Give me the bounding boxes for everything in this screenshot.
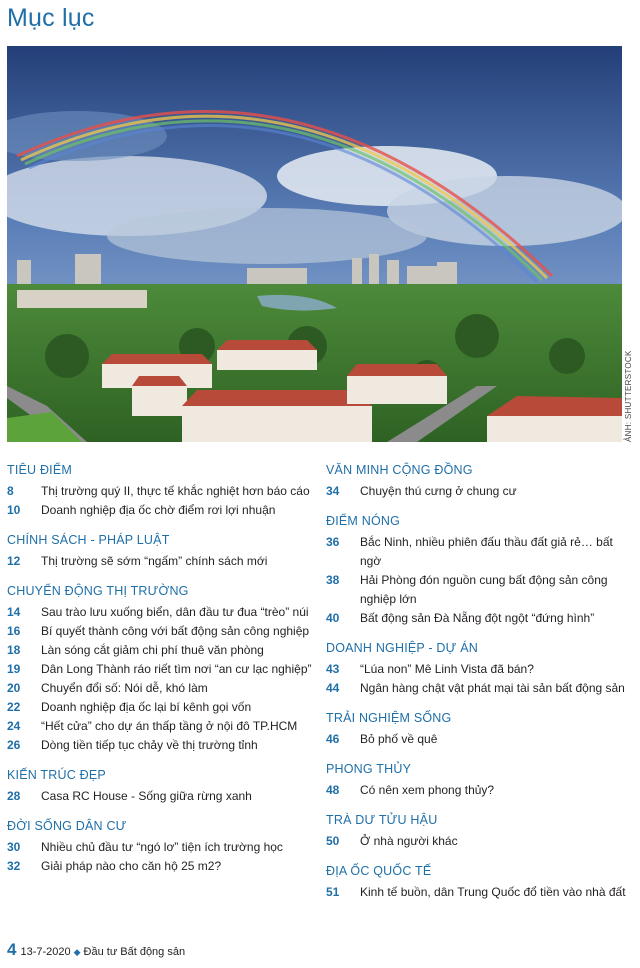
toc-entry[interactable]	[326, 571, 636, 609]
entry-page-number: 10	[7, 503, 21, 517]
hero-photo	[7, 46, 622, 442]
toc-entry[interactable]	[7, 736, 312, 755]
toc-entry[interactable]	[326, 832, 636, 851]
toc-entry[interactable]	[7, 501, 312, 520]
toc-entry[interactable]	[326, 482, 636, 501]
toc-entry[interactable]	[326, 781, 636, 800]
toc-entry[interactable]	[7, 857, 312, 876]
entry-title: Doanh nghiệp địa ốc lại bí kênh gọi vốn	[41, 700, 252, 714]
entry-page-number: 50	[326, 834, 340, 848]
entry-page-number: 44	[326, 681, 340, 695]
section-title: CHÍNH SÁCH - PHÁP LUẬT	[7, 533, 170, 547]
entry-title: Bí quyết thành công với bất động sản công nghiệp	[41, 624, 310, 638]
toc-entry[interactable]	[7, 698, 312, 717]
toc-entry[interactable]	[326, 660, 636, 679]
entry-page-number: 16	[7, 624, 21, 638]
entry-title: Sau trào lưu xuống biển, dân đầu tư đua “trèo” núi	[41, 605, 309, 619]
toc-entry[interactable]	[7, 552, 312, 571]
toc-entry[interactable]	[7, 787, 312, 806]
entry-title: Ở nhà người khác	[360, 834, 458, 848]
entry-title: Ngân hàng chật vật phát mại tài sản bất động sản	[360, 681, 625, 695]
entry-page-number: 36	[326, 535, 340, 549]
section-title: PHONG THỦY	[326, 762, 412, 776]
entry-title: Casa RC House - Sống giữa rừng xanh	[41, 789, 252, 803]
entry-page-number: 22	[7, 700, 21, 714]
section-title: TIÊU ĐIỂM	[7, 463, 72, 477]
toc-left-column	[7, 462, 312, 888]
page-title: Mục lục	[7, 4, 95, 32]
toc-right-column	[326, 462, 636, 914]
entry-title: Bỏ phố về quê	[360, 732, 438, 746]
photo-credit: ẢNH: SHUTTERSTOCK	[624, 350, 633, 442]
section-title: DOANH NGHIỆP - DỰ ÁN	[326, 641, 478, 655]
toc-entry[interactable]	[7, 482, 312, 501]
entry-page-number: 8	[7, 484, 14, 498]
entry-title: Kinh tế buồn, dân Trung Quốc đổ tiền vào nhà đất	[360, 885, 626, 899]
footer-page-number: 4	[7, 940, 17, 959]
toc-entry[interactable]	[7, 838, 312, 857]
toc-entry[interactable]	[326, 609, 636, 628]
section-title: KIẾN TRÚC ĐẸP	[7, 768, 106, 782]
toc-section	[326, 812, 636, 851]
entry-title: Bắc Ninh, nhiều phiên đấu thầu đất giả rẻ… bất ngờ	[360, 535, 613, 568]
toc-entry[interactable]	[7, 603, 312, 622]
toc-section	[7, 462, 312, 520]
entry-title: Có nên xem phong thủy?	[360, 783, 495, 797]
entry-page-number: 40	[326, 611, 340, 625]
entry-title: Dân Long Thành ráo riết tìm nơi “an cư lạc nghiệp”	[41, 662, 312, 676]
section-title: ĐỜI SỐNG DÂN CƯ	[7, 819, 127, 833]
toc-section	[326, 462, 636, 501]
entry-page-number: 18	[7, 643, 21, 657]
toc-entry[interactable]	[7, 641, 312, 660]
section-title: ĐIỂM NÓNG	[326, 514, 401, 528]
entry-title: Chuyện thú cưng ở chung cư	[360, 484, 517, 498]
entry-page-number: 34	[326, 484, 340, 498]
toc-entry[interactable]	[326, 679, 636, 698]
entry-page-number: 14	[7, 605, 21, 619]
toc-section	[326, 640, 636, 698]
entry-page-number: 26	[7, 738, 21, 752]
entry-title: Nhiều chủ đầu tư “ngó lơ” tiện ích trường học	[41, 840, 283, 854]
entry-title: Doanh nghiệp địa ốc chờ điểm rơi lợi nhuận	[41, 503, 276, 517]
toc-entry[interactable]	[7, 717, 312, 736]
diamond-icon: ◆	[73, 947, 81, 957]
hero-illustration	[7, 46, 622, 442]
toc-entry[interactable]	[7, 660, 312, 679]
entry-page-number: 24	[7, 719, 21, 733]
entry-title: Làn sóng cắt giảm chi phí thuê văn phòng	[41, 643, 264, 657]
toc-section	[7, 818, 312, 876]
section-title: VĂN MINH CỘNG ĐỒNG	[326, 463, 473, 477]
entry-title: Chuyển đổi số: Nói dễ, khó làm	[41, 681, 208, 695]
toc-section	[326, 761, 636, 800]
toc-section	[7, 583, 312, 755]
section-title: TRÀ DƯ TỬU HẬU	[326, 813, 438, 827]
toc-section	[326, 513, 636, 628]
toc-entry[interactable]	[326, 533, 636, 571]
page-footer	[7, 940, 185, 960]
entry-title: Thị trường quý II, thực tế khắc nghiệt hơn báo cáo	[41, 484, 310, 498]
entry-title: “Hết cửa” cho dự án thấp tầng ở nội đô TP.HCM	[41, 719, 298, 733]
section-title: TRẢI NGHIỆM SỐNG	[326, 711, 452, 725]
entry-title: “Lúa non” Mê Linh Vista đã bán?	[360, 662, 534, 676]
entry-page-number: 32	[7, 859, 21, 873]
entry-page-number: 30	[7, 840, 21, 854]
entry-page-number: 46	[326, 732, 340, 746]
toc-section	[326, 710, 636, 749]
toc-section	[7, 532, 312, 571]
toc-section	[7, 767, 312, 806]
entry-page-number: 51	[326, 885, 340, 899]
entry-page-number: 48	[326, 783, 340, 797]
toc-entry[interactable]	[326, 730, 636, 749]
footer-date: 13-7-2020	[20, 946, 71, 958]
entry-title: Dòng tiền tiếp tục chảy về thị trường tỉnh	[41, 738, 258, 752]
entry-title: Thị trường sẽ sớm “ngấm” chính sách mới	[41, 554, 268, 568]
toc-entry[interactable]	[7, 679, 312, 698]
toc-entry[interactable]	[7, 622, 312, 641]
entry-title: Giải pháp nào cho căn hộ 25 m2?	[41, 859, 222, 873]
entry-page-number: 43	[326, 662, 340, 676]
entry-title: Bất động sản Đà Nẵng đột ngột “đứng hình”	[360, 611, 595, 625]
entry-page-number: 28	[7, 789, 21, 803]
entry-page-number: 38	[326, 573, 340, 587]
toc-entry[interactable]	[326, 883, 636, 902]
entry-page-number: 19	[7, 662, 21, 676]
footer-publication: Đầu tư Bất động sản	[83, 946, 186, 958]
section-title: CHUYỂN ĐỘNG THỊ TRƯỜNG	[7, 584, 189, 598]
entry-page-number: 12	[7, 554, 21, 568]
section-title: ĐỊA ỐC QUỐC TẾ	[326, 864, 432, 878]
entry-title: Hải Phòng đón nguồn cung bất động sản công nghiệp lớn	[360, 573, 608, 606]
entry-page-number: 20	[7, 681, 21, 695]
toc-section	[326, 863, 636, 902]
